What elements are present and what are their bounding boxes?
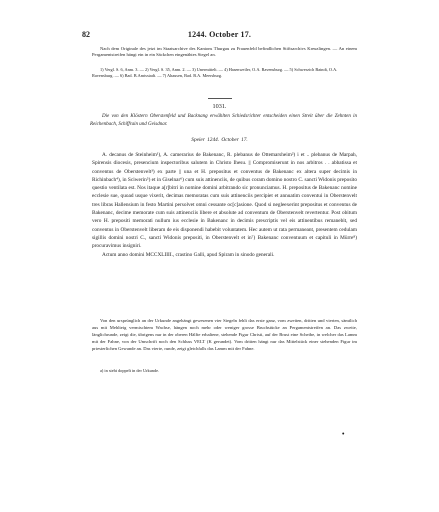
section-divider [208,98,232,99]
previous-footnotes-text: 1) Vergl. S. 6, Anm. 3. — 2) Vergl. S. 35, Anm. 2. — 3) Unermittelt. — 4) Hasenweiler, O.A. Ravensburg. — 5) Schwerzich Baindt, O.A. Ravensburg. — 6) Bad. B.Amtsstadt. — 7) Ahausen, Bad. B.A. Meersburg. [92,67,338,79]
footnote-a-text: a) in steht doppelt in der Urkunde. [100,368,160,373]
seal-notes-text: Von den ursprünglich an der Urkunde angehängt gewesenen vier Siegeln fehlt das erste ganz, vom zweiten, dritten und vierten, sämtlich aus mit Mehlteig vermischtem Wachse, hängen noch mehr oder weniger grosse Bruchstücke an Pergamentstreifen an. Das zweite, länglichrunde, zeigt die, übrigens nur in der oberen Hälfte erhaltene, stehende Figur Christi, auf der Brust eine Scheibe, in welcher das Lamm mit der Fahne, von der Umschrift noch den Schluss VELT (K gerundet). Vom dritten hängt nur das Mittelstück einer stehenden Figur im priesterlichen Gewande an. Das vierte, runde, zeigt gleichfalls das Lamm mit der Fahne. [92,318,357,351]
document-body [92,151,357,259]
footnote-a [92,368,357,374]
corner-mark: • [342,430,345,438]
page-number: 82 [82,30,90,39]
body-paragraph: Actum anno domini MCCXLIIII., crastino Galli, apud Spiram in sinodo generali. [102,251,275,258]
previous-footnotes [92,67,357,79]
running-title: 1244. October 17. [187,30,252,39]
document-number: 1031. [212,103,227,110]
body-paragraph: A. decanus de Steinheim¹), A. camerarius de Bakenanc, R. plebanus de Ottemarsheim²) i et .. plebanus de Marpah, Spirensis diocesis, presencium inspectoribus salutem in Christo Ihesu. || Compromiserunt in nos arbitros . . abbatissa et conventus de Oberstenvelt³) ex parte || una et H. prepositus et conventus de Bakenanc ex altera super decimis in Richinbach⁴), in Sciwerin⁵) et in Giselnar⁶) cum suis attinenciis, de quibus coram domino nostro C. sancti Widonis preposito questio ventilata est. Nos itaque a[r]bitri in nomine domini arbitrando sic pronunciamus. H. prepositus de Bakenanc nomine ecclesie sue, quoad usque vixerit, decimas memoratas cum suis attinenciis percipiet et annuatim conventui in Oberstenvelt tres libras Hallensium in festo Martini persolvet omni cessante oc[c]asione. Quod si negleexerint prepositus et conventus de Bakenanc, decime memorate cum suis attinenciis libere et absolute ad conventum de Oberstenvelt revertentur. Post obitum vero H. prepositi memorati nullum ius ecclesie in Bakenanc in decimis prescriptis vel eis attinentibus remanebit, sed conventus in Oberstenvelt liberam de eis disponendi habebit voluntatem. Hec autem ut rata permaneant, presentem cedulam sigillis domini nostri C., sancti Widonis prepositi, in Oberstenvelt et in⁷) Bakenanc conventuum et capituli in Mürre⁸) procuravimus insigniri. [92,152,357,250]
document-heading-text: Die von den Klöstern Oberstenfeld und Backnang erwählten Schiedsrichter entscheiden einen Streit über die Zehnten in Reichenbach, Schiffrain und Geisdnar. [90,114,357,127]
seal-notes [92,318,357,353]
page-header [82,30,357,42]
document-dateline: Speier 1244. October 17. [191,137,248,143]
source-note [92,46,357,59]
source-note-text: Nach dem Originale des jetzt im Staatsarchive des Kantons Thurgau zu Frauenfeld befindlichen Stiftsarchivs Kreuzlingen. — An einem Pergamentstreifen hängt ein in ein Säckchen eingenähtes Siegel an. [92,46,357,58]
document-heading [90,113,357,128]
